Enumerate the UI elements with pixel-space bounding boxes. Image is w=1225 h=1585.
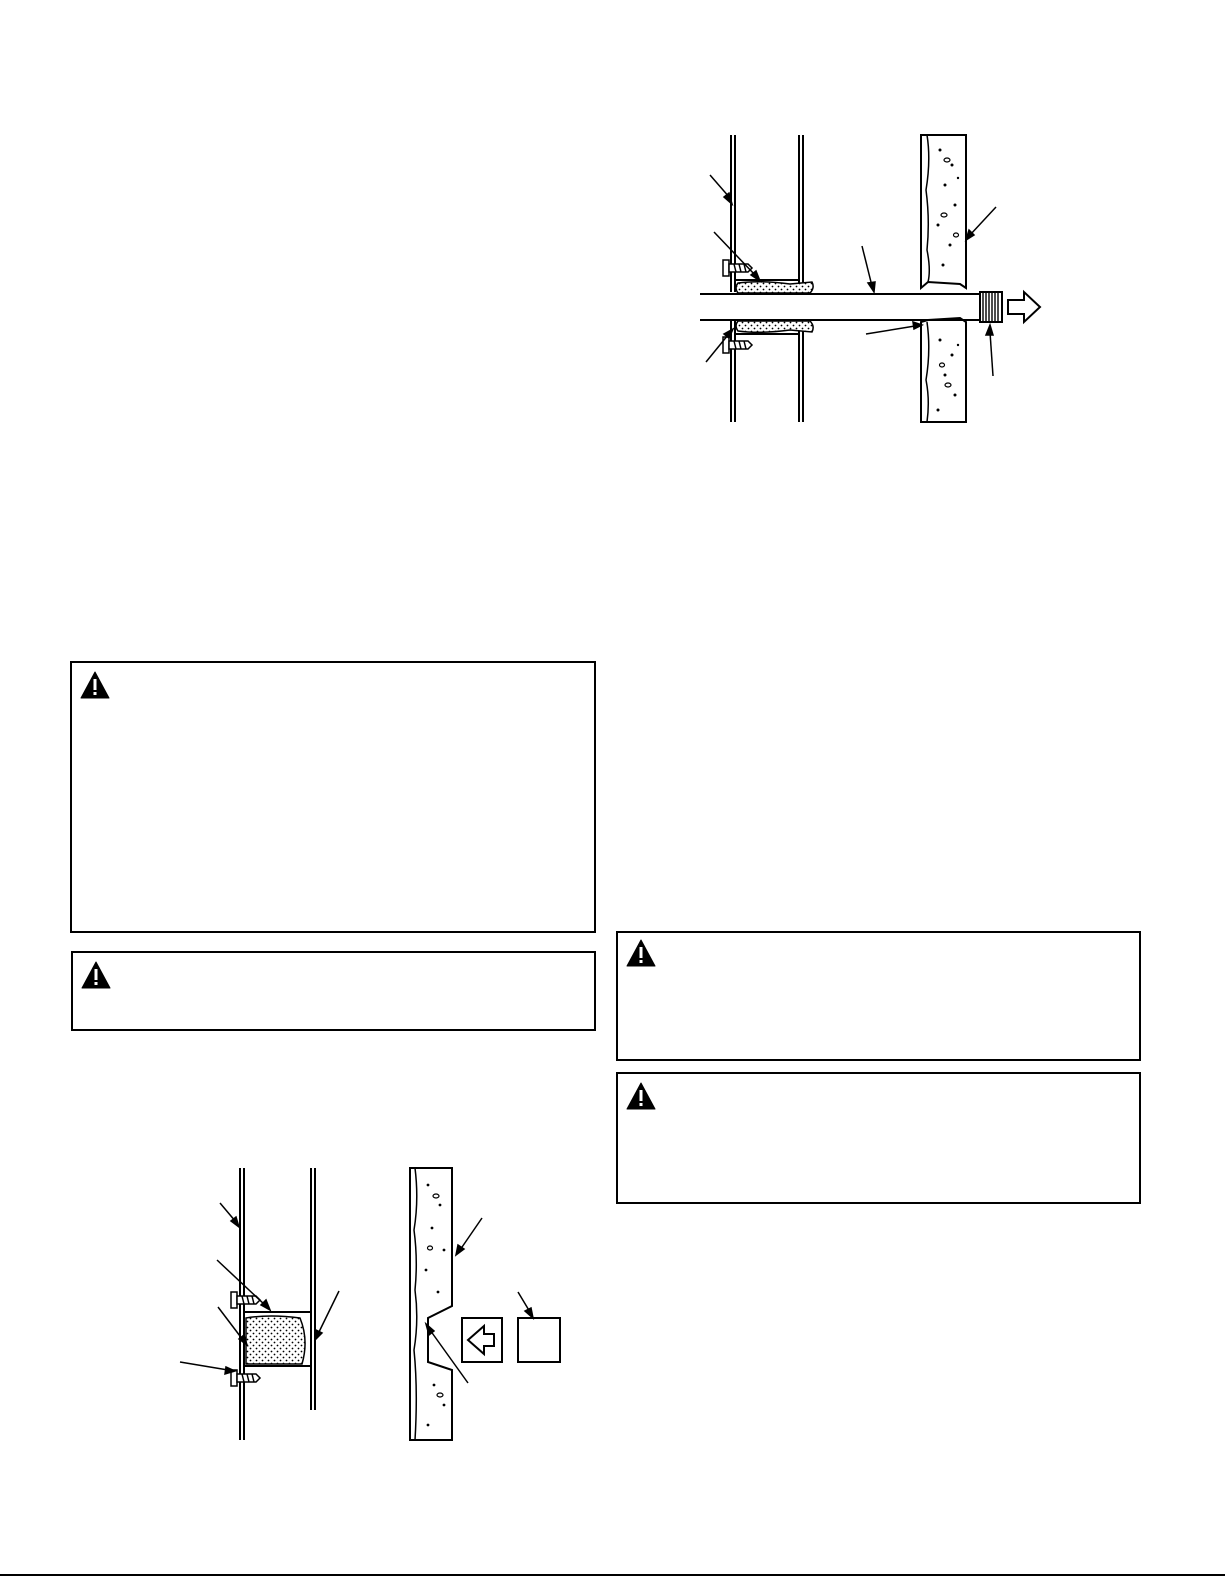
warning-box-3	[616, 931, 1141, 1061]
bottom-rule	[0, 1574, 1225, 1576]
cover-plate	[518, 1318, 560, 1362]
drywall-panel	[731, 135, 803, 422]
direction-arrow-right-icon	[1008, 292, 1040, 322]
insulation-plug	[244, 1312, 311, 1366]
warning-triangle-icon	[626, 1082, 656, 1110]
screw-icon	[723, 260, 752, 353]
warning-triangle-icon	[80, 671, 110, 699]
masonry-wall	[921, 135, 966, 422]
warning-triangle-icon	[626, 939, 656, 967]
warning-box-2	[71, 951, 596, 1031]
sealant-insulation	[736, 282, 813, 333]
warning-box-4	[616, 1072, 1141, 1204]
warning-triangle-icon	[81, 961, 111, 989]
pipe-through-wall-diagram	[690, 120, 1070, 430]
masonry-wall	[410, 1168, 452, 1440]
warning-box-1	[70, 661, 596, 933]
wall-patch-diagram	[170, 1160, 570, 1450]
